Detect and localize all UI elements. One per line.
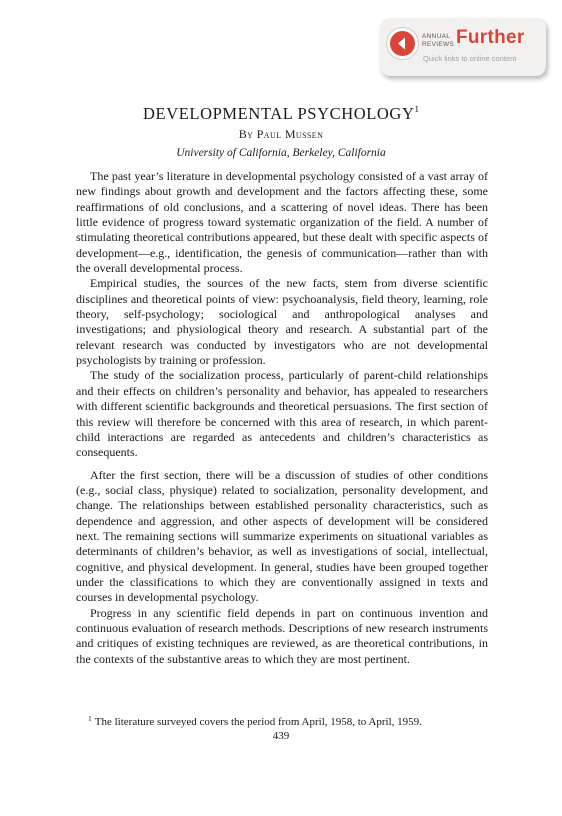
further-label: Further [456,27,525,48]
paragraph: The past year’s literature in developmental psychology consisted of a vast array of new findings about growth and development and the factors affecting these, some reaffirmations of old conclusions, and a scattering of novel ideas. There has been little evidence of progress toward systematic organization of the field. A number of stimulating theoretical contributions appeared, but these dealt with specific aspects of development—e.g., identification, the genesis of communication—rather than with the overall developmental process. [76,169,488,276]
footnote [88,712,488,729]
paragraph: The study of the socialization process, particularly of parent-child relationships and their effects on children’s personality and behavior, has appealed to researchers with different scientific backgrounds and theoretical persuasions. The first section of this review will therefore be concerned with this area of research, in which parent-child interactions are regarded as antecedents and children’s characteristics as consequents. [76,368,488,460]
title-text: DEVELOPMENTAL PSYCHOLOGY [143,104,415,123]
footnote-text: The literature surveyed covers the period from April, 1958, to April, 1959. [94,716,422,728]
play-arrow-icon [387,28,418,59]
paragraph: Empirical studies, the sources of the new facts, stem from diverse scientific disciplines and theoretical points of view: psychoanalysis, field theory, learning, role theory, self-psychology; sociological and anthropological analyses and investigations; and physiological theory and research. A substantial part of the relevant research was conducted by investigators who are not developmental psychologists by training or profession. [76,276,488,368]
page-number: 439 [272,730,290,742]
article-body [76,169,488,667]
brand-line-2: REVIEWS [422,40,455,48]
further-banner-link[interactable] [380,18,546,76]
author-affiliation: University of California, Berkeley, California [176,147,386,159]
article-title [0,104,562,124]
paragraph: Progress in any scientific field depends in part on continuous invention and continuous evaluation of research methods. Descriptions of new research instruments and critiques of existing techniques are reviewed, as are theoretical contributions, in the contexts of the substantive areas to which they are most pertinent. [76,605,488,666]
banner-tagline: Quick links to online content [423,54,517,63]
title-footnote-mark: 1 [414,104,419,114]
annual-reviews-logo [422,33,454,48]
footnote-mark: 1 [88,714,92,723]
paragraph: After the first section, there will be a discussion of studies of other conditions (e.g., social class, physique) related to socialization, personality development, and change. The relationships between established personality characteristics, such as dependence and aggression, and other aspects of development will be considered next. The remaining sections will summarize experiments on situational variables as determinants of children’s behavior, as well as investigations of social, intellectual, cognitive, and physical development. In general, studies have been grouped together under the classifications to which they are conventionally assigned in texts and courses in developmental psychology. [76,467,488,605]
brand-line-1: ANNUAL [422,33,451,40]
author-line: By Paul Mussen [238,127,324,141]
